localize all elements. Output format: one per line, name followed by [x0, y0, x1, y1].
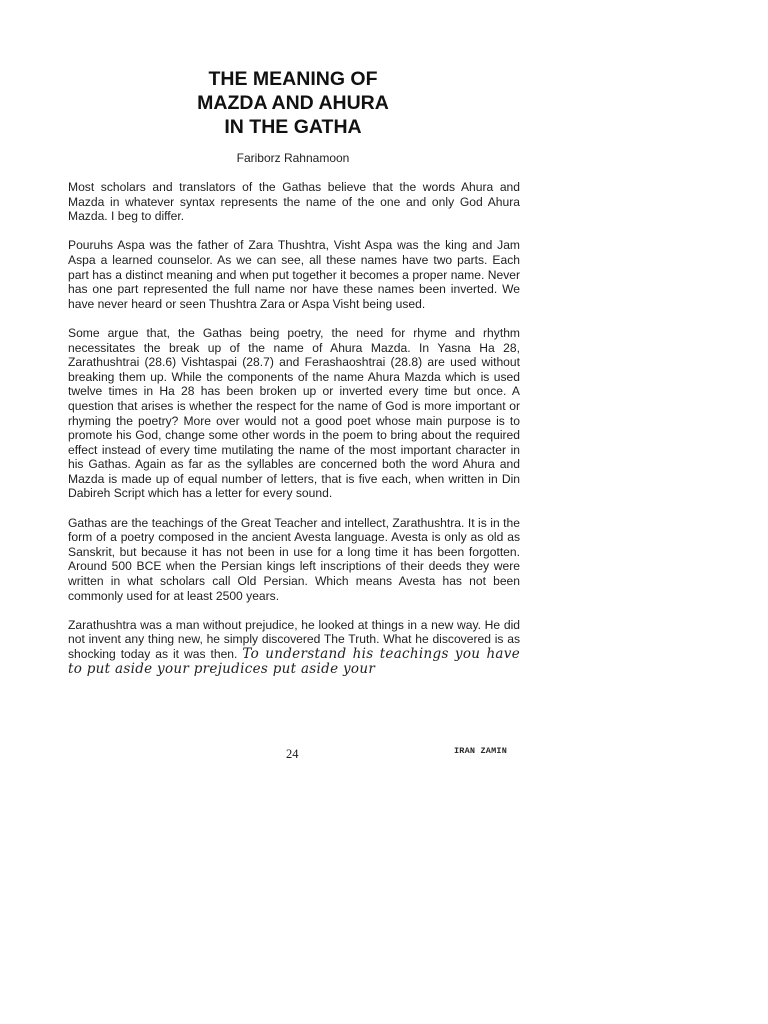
- paragraph-5-text: Zarathushtra was a man without prejudice, he looked at things in a new way. He did not invent any thing new, he simply discovered The Truth. What he discovered is as shocking today as it was then.: [68, 617, 520, 661]
- author-byline: Fariborz Rahnamoon: [236, 151, 350, 165]
- article-body: [68, 180, 520, 676]
- paragraph-5-script-text: To understand his teachings you have to put aside your prejudices put aside your: [68, 646, 520, 677]
- paragraph-4: Gathas are the teachings of the Great Teacher and intellect, Zarathushtra. It is in the form of a poetry composed in the ancient Avesta language. Avesta is only as old as Sanskrit, but because it has not been in use for a long time it has been forgotten. Around 500 BCE when the Persian kings left inscriptions of their deeds they were written in what scholars call Old Persian. Which means Avesta has not been commonly used for at least 2500 years.: [68, 515, 520, 603]
- paragraph-3: Some argue that, the Gathas being poetry, the need for rhyme and rhythm necessitates the break up of the name of Ahura Mazda. In Yasna Ha 28, Zarathushtrai (28.6) Vishtaspai (28.7) and Ferashaoshtrai (28.8) are used without breaking them up. While the components of the name Ahura Mazda which is used twelve times in Ha 28 has been broken up or inverted every time but once. A question that arises is whether the respect for the name of God is more important or rhyming the poetry? More over would not a good poet whose main purpose is to promote his God, change some other words in the poem to bring about the required effect instead of every time mutilating the name of the most important character in his Gathas. Again as far as the syllables are concerned both the word Ahura and Mazda is made up of equal number of letters, that is five each, when written in Din Dabireh Script which has a letter for every sound.: [68, 325, 520, 501]
- title-line-1: THE MEANING OF: [208, 68, 378, 90]
- journal-name: IRAN ZAMIN: [454, 746, 508, 756]
- paragraph-1: Most scholars and translators of the Gathas believe that the words Ahura and Mazda in whatever syntax represents the name of the one and only God Ahura Mazda. I beg to differ.: [68, 180, 520, 224]
- page-number: 24: [286, 747, 299, 761]
- title-line-2: MAZDA AND AHURA: [197, 92, 389, 114]
- article-title: [168, 67, 418, 139]
- title-line-3: IN THE GATHA: [224, 116, 362, 138]
- paragraph-2: Pouruhs Aspa was the father of Zara Thushtra, Visht Aspa was the king and Jam Aspa a learned counselor. As we can see, all these names have two parts. Each part has a distinct meaning and when put together it becomes a proper name. Never has one part represented the full name nor have these names been inverted. We have never heard or seen Thushtra Zara or Aspa Visht being used.: [68, 238, 520, 311]
- paragraph-5: [68, 618, 520, 676]
